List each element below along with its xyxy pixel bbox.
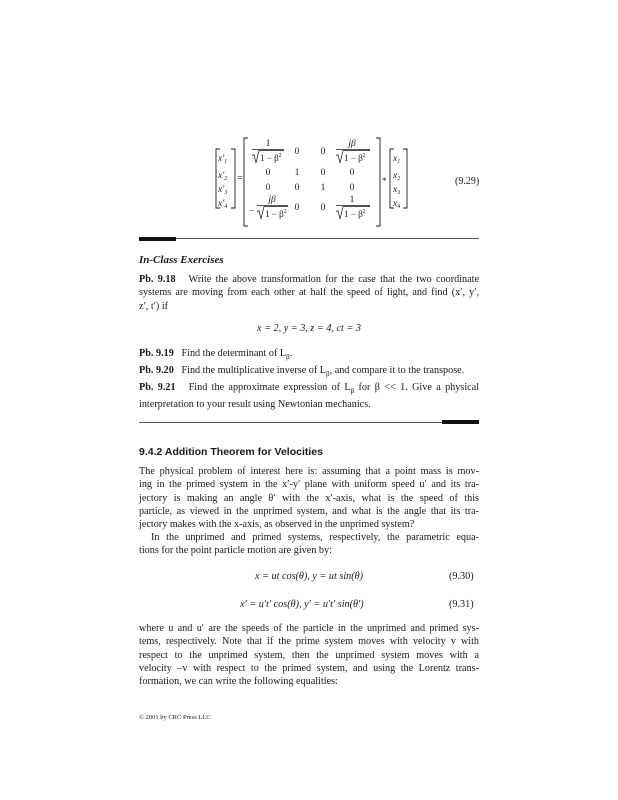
m13: 0 [320,147,326,157]
problem-9-20: Pb. 9.20 Find the multiplicative inverse of $L_\beta$, and compare it to the transpose. [139,365,465,379]
lhs-right-bracket [231,149,235,208]
m14-denominator: $1 - \beta^2$ [344,153,366,163]
problem-label: Pb. 9.19 [139,348,174,359]
exercise-bottom-rule [139,422,442,423]
exercise-top-bar [139,237,176,241]
m21: 0 [265,168,271,178]
matrix-right-bracket [376,138,380,226]
rhs-x2: $x_2$ [393,171,401,182]
problem-9-21: Pb. 9.21 Find the approximate expression of $L_\beta$ for β << 1. Give a physical interpretation to your result using Newtonian mechanics. [139,382,480,411]
m32: 0 [294,183,300,193]
m42: 0 [294,203,300,213]
m41-minus: − [249,207,255,217]
m11-denominator: $1 - \beta^2$ [260,153,282,163]
equation-number-9-31: (9.31) [449,599,474,610]
problem-text: systems are moving from each other at half the speed of light, and find (x′, y′, [139,287,479,299]
problem-label: Pb. 9.18 [139,274,176,285]
problem-text: z′, t′) if [139,300,169,312]
equals-sign: = [237,173,243,184]
lhs-x2: $x'_2$ [218,171,228,182]
equation-number: (9.29) [455,176,480,187]
section-heading: 9.4.2 Addition Theorem for Velocities [139,446,323,458]
lhs-x4: $x'_4$ [218,199,228,210]
multiply-symbol: * [382,176,387,186]
m44-numerator: 1 [349,195,355,205]
rhs-right-bracket [403,149,407,208]
matrix-equation-9-29 [200,132,500,232]
m11-numerator: 1 [265,139,271,149]
m23: 0 [320,168,326,178]
m44-denominator: $1 - \beta^2$ [344,209,366,219]
rhs-x4: $x_4$ [393,199,401,210]
equation-number-9-30: (9.30) [449,571,474,582]
lhs-x1: $x'_1$ [218,154,228,165]
problem-text: interpretation to your result using Newtonian mechanics. [139,399,371,411]
m12: 0 [294,147,300,157]
problem-text: Find the multiplicative inverse of L [181,365,327,376]
m24: 0 [349,168,355,178]
copyright-footer: © 2001 by CRC Press LLC [139,714,211,721]
exercises-heading: In-Class Exercises [139,254,224,266]
problem-label: Pb. 9.21 [139,382,176,393]
exercise-bottom-bar [442,420,479,424]
problem-label: Pb. 9.20 [139,365,174,376]
problem-text: Find the determinant of L [181,348,287,359]
lhs-x3: $x'_3$ [218,185,228,196]
m31: 0 [265,183,271,193]
paragraph-3: where u and u′ are the speeds of the particle in the unprimed and primed sys- tems, respectively. Note that if the prime system moves with velocity v with respect to the unprimed system, then the unprimed system moves with a velocity –v with respect to the primed system, and using the Lorentz trans- formation, we can write the following equalities: [139,623,479,688]
m43: 0 [320,203,326,213]
matrix-left-bracket [244,138,248,226]
given-values-equation: x = 2, y = 3, z = 4, ct = 3 [257,323,361,334]
equation-9-30: x = ut cos(θ), y = ut sin(θ) [255,571,364,582]
problem-9-18 [139,273,479,313]
m14-numerator: jβ [348,139,356,149]
problem-9-19: Pb. 9.19 Find the determinant of $L_\beta$. [139,348,293,362]
problem-text: Write the above transformation for the case that the two coordinate [188,274,479,285]
paragraph-2: In the unprimed and primed systems, respectively, the parametric equa- tions for the point particle motion are given by: [139,532,479,557]
exercise-top-rule [176,238,479,239]
m41-denominator: $1 - \beta^2$ [265,209,287,219]
rhs-x3: $x_3$ [393,185,401,196]
equation-9-31: x′ = u′t′ cos(θ), y′ = u′t′ sin(θ′) [240,599,364,610]
m33: 1 [320,183,326,193]
paragraph-1: The physical problem of interest here is: assuming that a point mass is mov- ing in the primed system in the x′-y′ plane with uniform speed u′ and its tra- jectory is making an angle θ′ with the x′-axis, what is the speed of this particle, as viewed in the unprimed system, and what is the angle that its tra- jectory makes with the x-axis, as observed in the unprimed system? [139,466,479,531]
m41-numerator: jβ [268,195,276,205]
m34: 0 [349,183,355,193]
rhs-x1: $x_1$ [393,154,401,165]
m22: 1 [294,168,300,178]
